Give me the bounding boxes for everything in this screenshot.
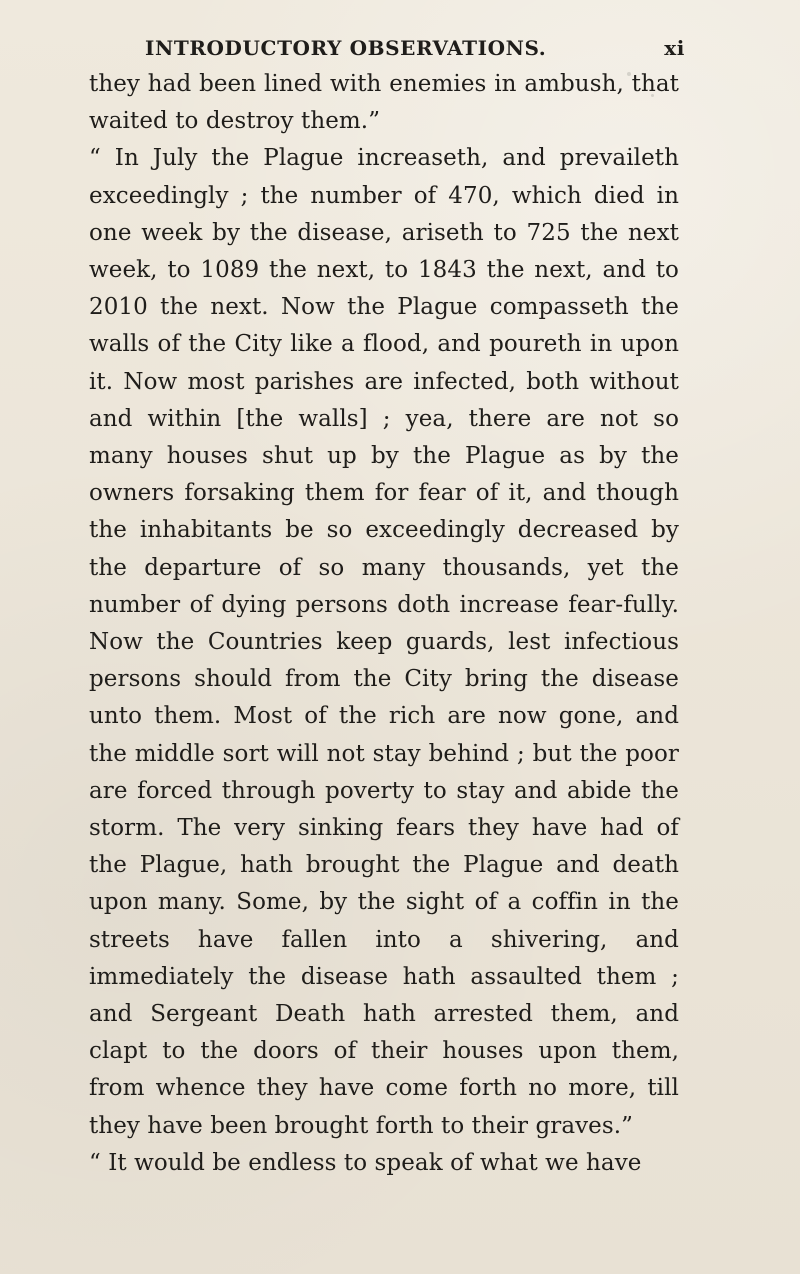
paper-speck: [651, 94, 654, 97]
page-body: [89, 66, 679, 1182]
paragraph-3: “ It would be endless to speak of what we have: [89, 1149, 642, 1176]
paragraph-1: they had been lined with enemies in ambush, that waited to destroy them.”: [89, 71, 679, 135]
paper-speck: [627, 72, 631, 76]
paragraph-2: “ In July the Plague increaseth, and prevaileth exceedingly ; the number of 470, which died in one week by the disease, ariseth to 725 the next week, to 1089 the next, to 1843 the next, and to 2010 the next. Now the Plague compasseth the walls of the City like a flood, and poureth in upon it. Now most parishes are infected, both without and within [the walls] ; yea, there are not so many houses shut up by the Plague as by the owners forsaking them for fear of it, and though the inhabitants be so exceedingly decreased by the departure of so many thousands, yet the number of dying persons doth increase fear-fully. Now the Countries keep guards, lest infectious persons should from the City bring the disease unto them. Most of the rich are now gone, and the middle sort will not stay behind ; but the poor are forced through poverty to stay and abide the storm. The very sinking fears they have had of the Plague, hath brought the Plague and death upon many. Some, by the sight of a coffin in the streets have fallen into a shivering, and immediately the disease hath assaulted them ; and Sergeant Death hath arrested them, and clapt to the doors of their houses upon them, from whence they have come forth no more, till they have been brought forth to their graves.”: [89, 145, 679, 1139]
page-header: [145, 38, 685, 58]
page-title: INTRODUCTORY OBSERVATIONS.: [145, 36, 547, 60]
page-number: xi: [664, 36, 685, 60]
